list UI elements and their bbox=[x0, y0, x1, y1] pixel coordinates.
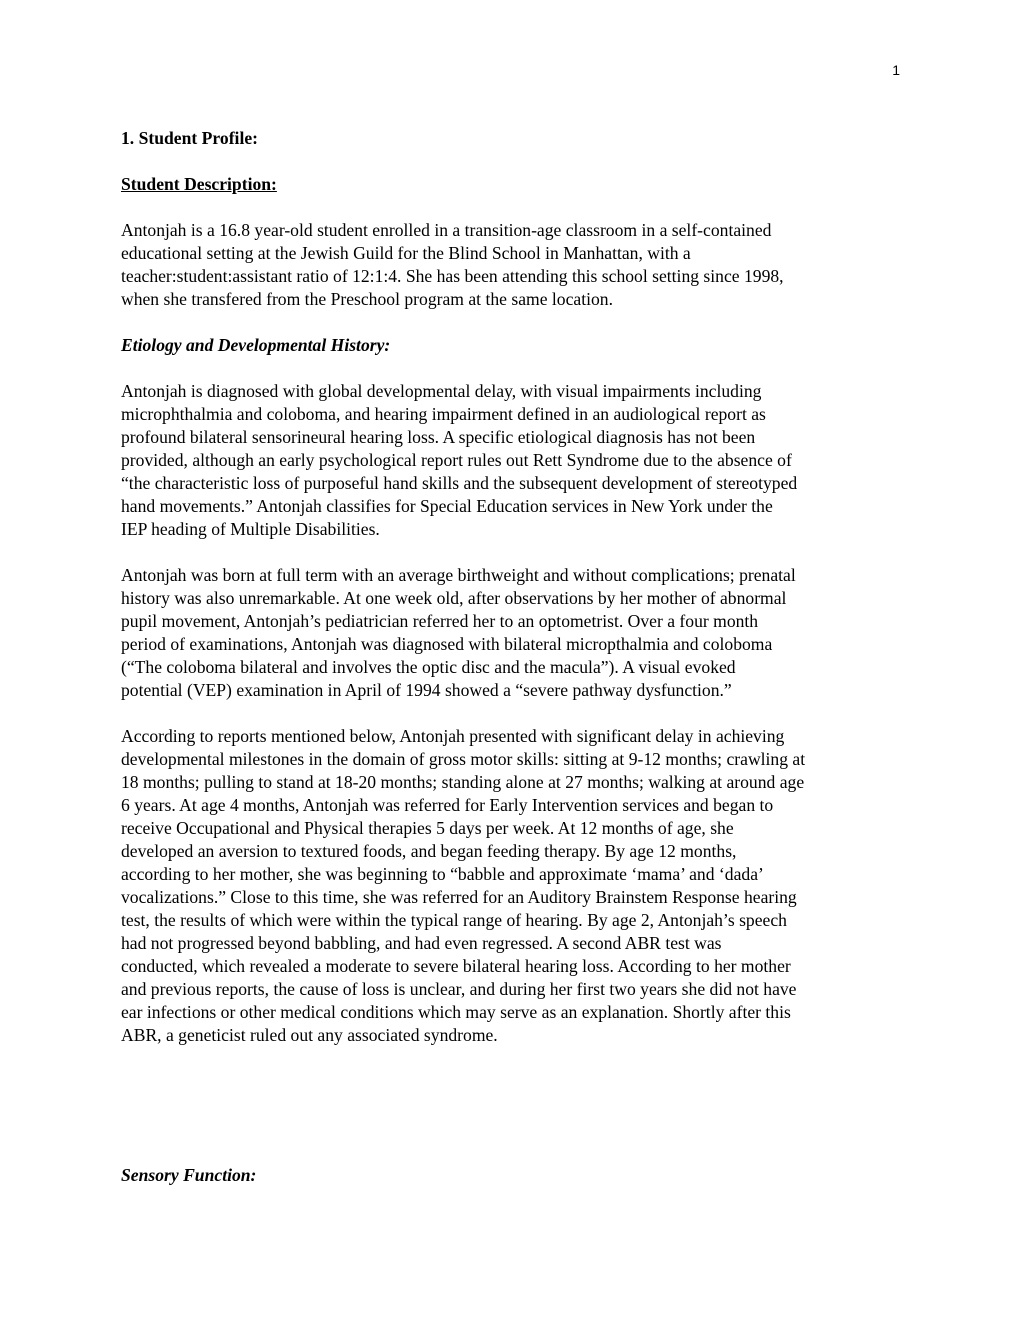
text-line: 6 years. At age 4 months, Antonjah was referred for Early Intervention services and began to bbox=[121, 795, 774, 815]
text-line: receive Occupational and Physical therapies 5 days per week. At 12 months of age, she bbox=[121, 818, 734, 838]
text-line: microphthalmia and coloboma, and hearing impairment defined in an audiological report as bbox=[121, 404, 766, 424]
text-line: IEP heading of Multiple Disabilities. bbox=[121, 519, 380, 539]
text-line: Antonjah is diagnosed with global developmental delay, with visual impairments including bbox=[121, 381, 762, 401]
text-line: Antonjah is a 16.8 year-old student enrolled in a transition-age classroom in a self-contained bbox=[121, 220, 772, 240]
sensory-function-heading: Sensory Function: bbox=[121, 1165, 257, 1185]
text-line: history was also unremarkable. At one week old, after observations by her mother of abnormal bbox=[121, 588, 787, 608]
text-line: 18 months; pulling to stand at 18-20 months; standing alone at 27 months; walking at around age bbox=[121, 772, 805, 792]
page-number: 1 bbox=[892, 62, 900, 78]
text-line: vocalizations.” Close to this time, she was referred for an Auditory Brainstem Response hearing bbox=[121, 887, 797, 907]
text-line: profound bilateral sensorineural hearing loss. A specific etiological diagnosis has not been bbox=[121, 427, 756, 447]
text-line: test, the results of which were within the typical range of hearing. By age 2, Antonjah’s speech bbox=[121, 910, 787, 930]
text-line: teacher:student:assistant ratio of 12:1:4. She has been attending this school setting since 1998, bbox=[121, 266, 784, 286]
text-line: according to her mother, she was beginning to “babble and approximate ‘mama’ and ‘dada’ bbox=[121, 864, 764, 884]
text-line: educational setting at the Jewish Guild for the Blind School in Manhattan, with a bbox=[121, 243, 691, 263]
text-line: and previous reports, the cause of loss is unclear, and during her first two years she did not have bbox=[121, 979, 797, 999]
text-line: when she transfered from the Preschool program at the same location. bbox=[121, 289, 613, 309]
text-line: developed an aversion to textured foods, and began feeding therapy. By age 12 months, bbox=[121, 841, 737, 861]
etiology-paragraph-1 bbox=[121, 380, 903, 541]
section-title: 1. Student Profile: bbox=[121, 128, 258, 148]
text-line: ABR, a geneticist ruled out any associated syndrome. bbox=[121, 1025, 498, 1045]
text-line: Antonjah was born at full term with an average birthweight and without complications; prenatal bbox=[121, 565, 796, 585]
etiology-heading: Etiology and Developmental History: bbox=[121, 335, 391, 355]
text-line: hand movements.” Antonjah classifies for Special Education services in New York under the bbox=[121, 496, 773, 516]
etiology-paragraph-2 bbox=[121, 564, 903, 702]
text-line: pupil movement, Antonjah’s pediatrician referred her to an optometrist. Over a four month bbox=[121, 611, 759, 631]
text-line: potential (VEP) examination in April of 1994 showed a “severe pathway dysfunction.” bbox=[121, 680, 732, 700]
text-line: had not progressed beyond babbling, and had even regressed. A second ABR test was bbox=[121, 933, 722, 953]
text-line: (“The coloboma bilateral and involves the optic disc and the macula”). A visual evoked bbox=[121, 657, 736, 677]
text-line: provided, although an early psychological report rules out Rett Syndrome due to the absence of bbox=[121, 450, 792, 470]
text-line: “the characteristic loss of purposeful hand skills and the subsequent development of stereotyped bbox=[121, 473, 798, 493]
text-line: developmental milestones in the domain of gross motor skills: sitting at 9-12 months; crawling at bbox=[121, 749, 806, 769]
text-line: According to reports mentioned below, Antonjah presented with significant delay in achieving bbox=[121, 726, 785, 746]
student-description-heading: Student Description: bbox=[121, 174, 277, 194]
student-description-paragraph bbox=[121, 219, 903, 311]
text-line: conducted, which revealed a moderate to severe bilateral hearing loss. According to her mother bbox=[121, 956, 791, 976]
text-line: period of examinations, Antonjah was diagnosed with bilateral micropthalmia and coloboma bbox=[121, 634, 773, 654]
text-line: ear infections or other medical conditions which may serve as an explanation. Shortly after this bbox=[121, 1002, 791, 1022]
document-body bbox=[121, 127, 903, 1047]
etiology-paragraph-3 bbox=[121, 725, 903, 1047]
